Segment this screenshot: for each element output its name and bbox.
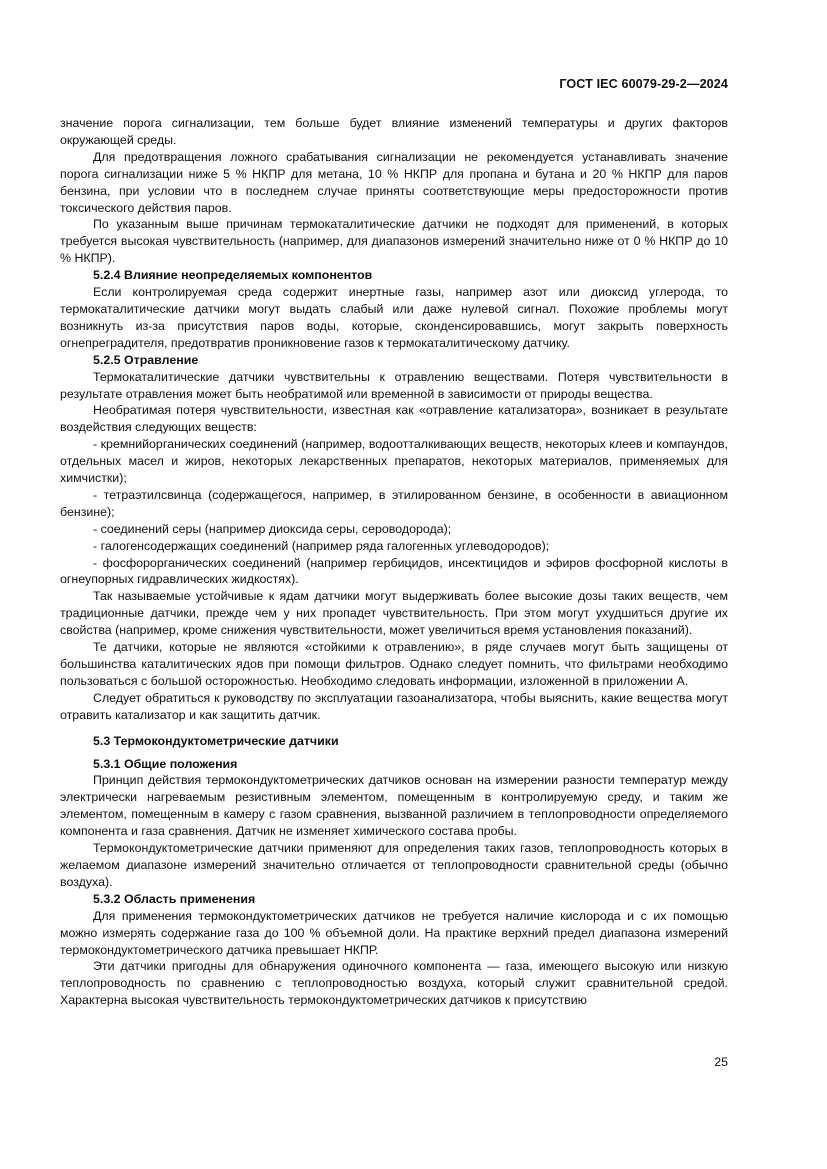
- paragraph: Следует обратиться к руководству по эксплуатации газоанализатора, чтобы выяснить, какие вещества могут отравить катализатор и как защитить датчик.: [60, 690, 728, 722]
- paragraph: значение порога сигнализации, тем больше будет влияние изменений температуры и других факторов окружающей среды.: [60, 116, 728, 147]
- section-heading-5-3: 5.3 Термокондуктометрические датчики: [93, 733, 339, 748]
- paragraph: Принцип действия термокондуктометрических датчиков основан на измерении разности температур между электрически нагреваемым резистивным элементом, помещенным в контролируемую среду, и таким же элементом, помещенным в камеру с газом сравнения, вызванной различием в теплопроводности определяемого компонента и газа сравнения. Датчик не изменяет химического состава пробы.: [60, 773, 728, 839]
- paragraph: Эти датчики пригодны для обнаружения одиночного компонента — газа, имеющего высокую или низкую теплопроводность по сравнению с теплопроводностью воздуха, который служит сравнительной средой. Характерна высокая чувствительность термокондуктометрических датчиков к присутствию: [60, 959, 728, 1008]
- paragraph: Если контролируемая среда содержит инертные газы, например азот или диоксид углерода, то термокаталитические датчики могут выдать слабый или даже нулевой сигнал. Похожие проблемы могут возникнуть из-за присутствия паров воды, которые, сконденсировавшись, могут закрыть поверхность огнепреградителя, предотвратив проникновение газов к термокаталитическому датчику.: [60, 285, 728, 350]
- page-number: 25: [714, 1055, 728, 1069]
- document-body: [60, 115, 728, 1009]
- paragraph: Для применения термокондуктометрических датчиков не требуется наличие кислорода и с их помощью можно измерять содержание газа до 100 % объемной доли. На практике верхний предел диапазона измерений термокондуктометрического датчика превышает НКПР.: [60, 908, 728, 957]
- paragraph: Термокаталитические датчики чувствительны к отравлению веществами. Потеря чувствительности в результате отравления может быть необратимой или временной в зависимости от природы вещества.: [60, 369, 728, 401]
- paragraph: Так называемые устойчивые к ядам датчики могут выдерживать более высокие дозы таких веществ, чем традиционные датчики, прежде чем у них пропадет чувствительность. При этом могут ухудшиться другие их свойства (например, кроме снижения чувствительности, может увеличиться время установления показаний).: [60, 589, 728, 638]
- list-item: - кремнийорганических соединений (например, водоотталкивающих веществ, некоторых клеев и компаундов, отдельных масел и жиров, некоторых лекарственных препаратов, некоторых материалов, применяемых для химчистки);: [60, 437, 728, 486]
- paragraph: По указанным выше причинам термокаталитические датчики не подходят для применений, в которых требуется высокая чувствительность (например, для диапазонов измерений значительно ниже от 0 % НКПР до 10 % НКПР).: [60, 217, 728, 266]
- document-standard-id: ГОСТ IEC 60079-29-2—2024: [559, 77, 728, 91]
- list-item: - соединений серы (например диоксида серы, сероводорода);: [93, 521, 452, 536]
- list-item: - тетраэтилсвинца (содержащегося, например, в этилированном бензине, в особенности в авиационном бензине);: [60, 487, 728, 519]
- section-heading-5-2-5: 5.2.5 Отравление: [93, 352, 199, 367]
- paragraph: Необратимая потеря чувствительности, известная как «отравление катализатора», возникает в результате воздействия следующих веществ:: [60, 403, 728, 435]
- list-item: - фосфорорганических соединений (например гербицидов, инсектицидов и эфиров фосфорной кислоты в огнеупорных гидравлических жидкостях).: [60, 555, 728, 587]
- section-heading-5-2-4: 5.2.4 Влияние неопределяемых компонентов: [93, 268, 373, 283]
- section-heading-5-3-1: 5.3.1 Общие положения: [93, 756, 238, 771]
- paragraph: Термокондуктометрические датчики применяют для определения таких газов, теплопроводность которых в желаемом диапазоне измерений значительно отличается от теплопроводности сравнительной среды (обычно воздуха).: [60, 841, 728, 889]
- paragraph: Те датчики, которые не являются «стойкими к отравлению», в ряде случаев могут быть защищены от большинства каталитических ядов при помощи фильтров. Однако следует помнить, что фильтрами необходимо пользоваться с большой осторожностью. Необходимо следовать информации, изложенной в приложении А.: [60, 640, 728, 688]
- section-heading-5-3-2: 5.3.2 Область применения: [93, 891, 256, 906]
- paragraph: Для предотвращения ложного срабатывания сигнализации не рекомендуется устанавливать значение порога сигнализации ниже 5 % НКПР для метана, 10 % НКПР для пропана и бутана и 20 % НКПР для паров бензина, при условии что в последнем случае приняты соответствующие меры предосторожности против токсического действия паров.: [60, 149, 728, 215]
- list-item: - галогенсодержащих соединений (например ряда галогенных углеводородов);: [93, 538, 550, 553]
